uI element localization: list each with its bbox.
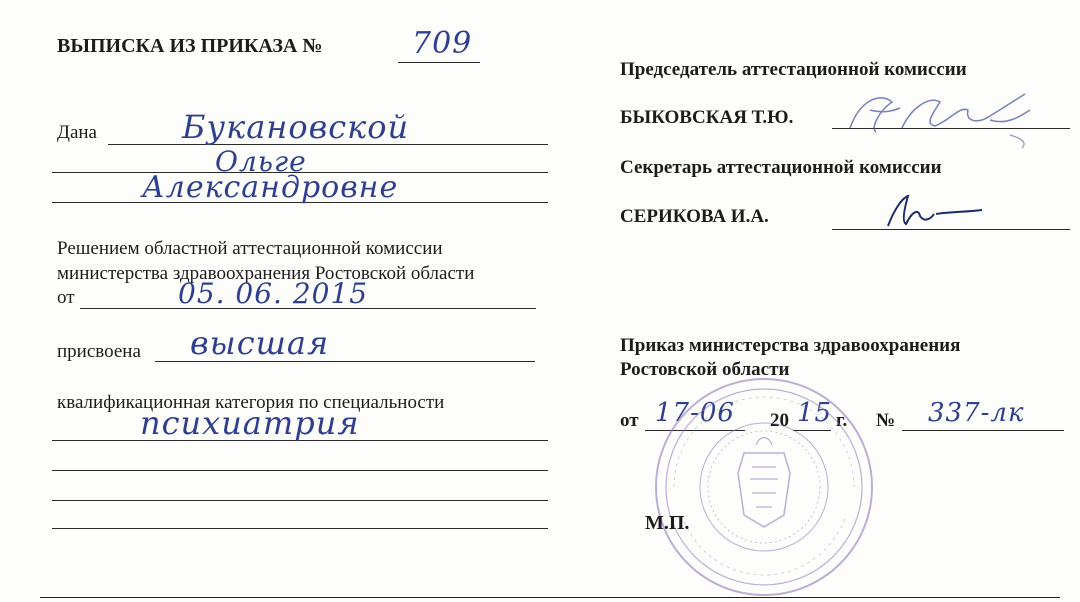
- secretary-name: СЕРИКОВА И.А.: [620, 206, 769, 227]
- name-handwritten-1: Букановской: [182, 108, 410, 146]
- chair-name: БЫКОВСКАЯ Т.Ю.: [620, 107, 794, 128]
- extract-heading: ВЫПИСКА ИЗ ПРИКАЗА №: [57, 35, 323, 57]
- specialty-line-4: [52, 528, 548, 529]
- issued-to-label: Дана: [57, 122, 97, 143]
- order-number-line: [398, 62, 480, 63]
- specialty-line-3: [52, 500, 548, 501]
- secretary-title: Секретарь аттестационной комиссии: [620, 157, 942, 178]
- decision-date-handwritten: 05. 06. 2015: [178, 277, 369, 310]
- decision-text-1: Решением областной аттестационной комиссии: [57, 238, 443, 259]
- category-handwritten: высшая: [190, 324, 330, 362]
- order-date-handwritten: 17-06: [655, 398, 735, 428]
- specialty-line-2: [52, 470, 548, 471]
- name-handwritten-2: Ольге: [215, 145, 307, 178]
- order-number-sign: №: [876, 410, 896, 431]
- order-year-handwritten: 15: [797, 398, 833, 428]
- order-num-handwritten: 337-лк: [928, 398, 1025, 428]
- name-handwritten-3: Александровне: [142, 170, 399, 205]
- order-number-handwritten: 709: [412, 26, 473, 61]
- order-title-2: Ростовской области: [620, 359, 790, 380]
- chair-signature: [840, 80, 1040, 155]
- bottom-border: [40, 597, 1060, 598]
- official-seal-stamp: [652, 375, 877, 600]
- seal-place-label: М.П.: [645, 512, 690, 534]
- qualification-label: квалификационная категория по специальности: [57, 392, 445, 413]
- order-year-g: г.: [836, 410, 848, 431]
- chair-title: Председатель аттестационной комиссии: [620, 59, 967, 80]
- decision-text-2: министерства здравоохранения Ростовской области: [57, 263, 475, 284]
- secretary-signature: [880, 190, 990, 235]
- order-title-1: Приказ министерства здравоохранения: [620, 335, 961, 356]
- specialty-handwritten: психиатрия: [140, 404, 360, 442]
- assigned-label: присвоена: [57, 341, 141, 362]
- order-date-prefix: от: [620, 410, 639, 431]
- decision-date-label: от: [57, 287, 75, 308]
- order-num-line: [902, 430, 1064, 431]
- order-year-prefix: 20: [770, 410, 789, 431]
